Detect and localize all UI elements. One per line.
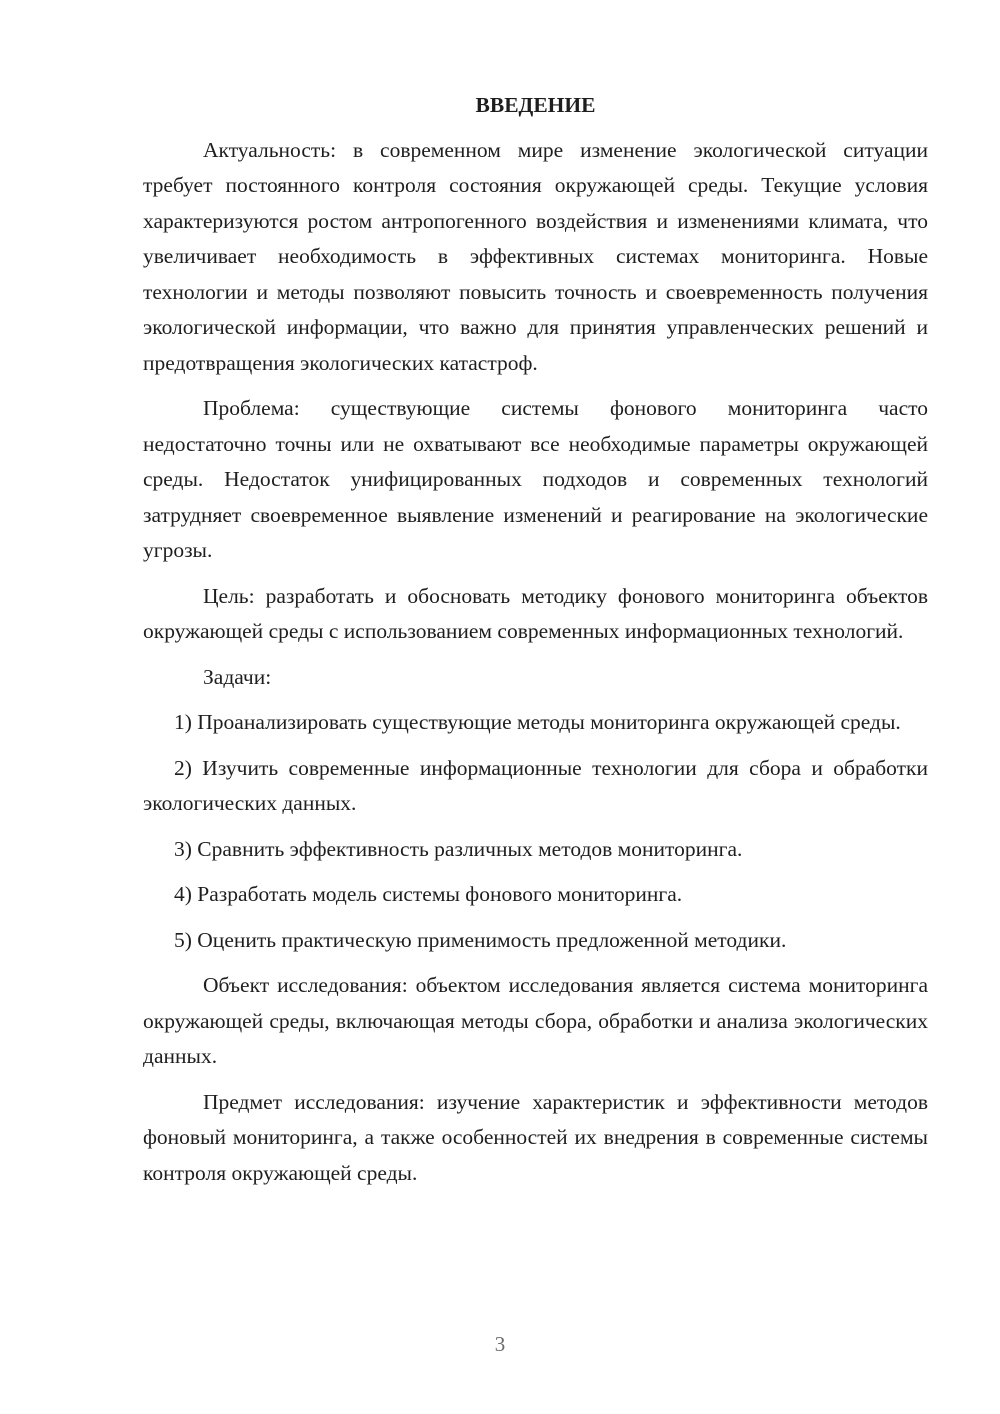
task-item-1: 1) Проанализировать существующие методы мониторинга окружающей среды. — [174, 710, 901, 734]
page-title: ВВЕДЕНИЕ — [475, 93, 596, 117]
document-page — [143, 88, 928, 1201]
task-item-5: 5) Оценить практическую применимость предложенной методики. — [174, 927, 787, 952]
subject-paragraph: Предмет исследования: изучение характеристик и эффективности методов фоновый мониторинга, а также особенностей их внедрения в современные системы контроля окружающей среды. — [143, 1089, 928, 1185]
tasks-label: Задачи: — [203, 664, 272, 689]
goal-paragraph: Цель: разработать и обосновать методику фонового мониторинга объектов окружающей среды с использованием современных информационных технологий. — [143, 583, 928, 643]
object-paragraph: Объект исследования: объектом исследования является система мониторинга окружающей среды, включающая методы сбора, обработки и анализа экологических данных. — [143, 973, 928, 1068]
page-number: 3 — [494, 1332, 506, 1356]
task-item-2: 2) Изучить современные информационные технологии для сбора и обработки экологических данных. — [143, 755, 928, 815]
problem-paragraph: Проблема: существующие системы фонового мониторинга часто недостаточно точны или не охватывают все необходимые параметры окружающей среды. Недостаток унифицированных подходов и современных технологий затрудняет своевременное выявление изменений и реагирование на экологические угрозы. — [143, 396, 928, 562]
task-item-3: 3) Сравнить эффективность различных методов мониторинга. — [174, 836, 743, 861]
relevance-paragraph: Актуальность: в современном мире изменение экологической ситуации требует постоянного контроля состояния окружающей среды. Текущие условия характеризуются ростом антропогенного воздействия и изменениями климата, что увеличивает необходимость в эффективных системах мониторинга. Новые технологии и методы позволяют повысить точность и своевременность получения экологической информации, что важно для принятия управленческих решений и предотвращения экологических катастроф. — [143, 137, 928, 375]
task-item-4: 4) Разработать модель системы фонового мониторинга. — [174, 882, 683, 906]
